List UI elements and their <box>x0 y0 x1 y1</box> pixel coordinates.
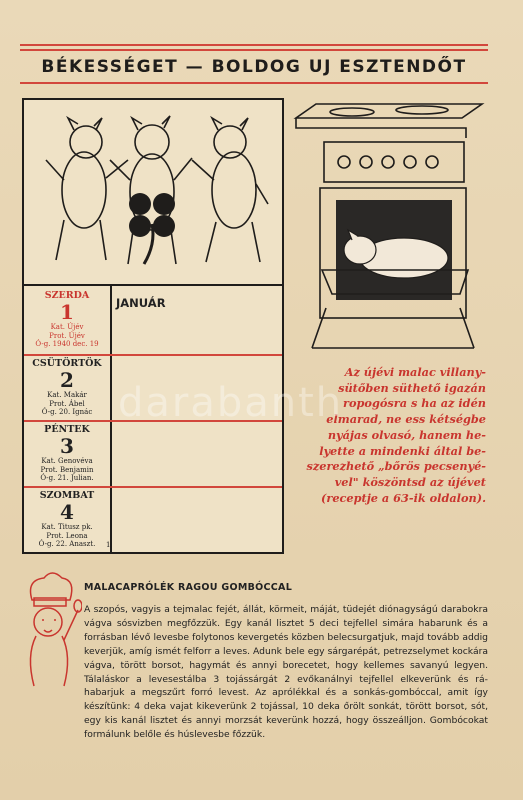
day-info: Kat. Újév <box>50 323 84 331</box>
caption-line: elmarad, ne ess kétségbe <box>326 412 486 427</box>
day-2 <box>24 354 110 420</box>
caption-line: szerezhető „bőrös pecsenyé- <box>306 459 486 474</box>
caption-line: ropogósra s ha az idén <box>343 396 486 411</box>
chef-icon <box>18 570 82 690</box>
top-red-rule <box>20 44 488 46</box>
four-leaf-clover-icon <box>129 193 175 264</box>
day-number: 1 <box>60 300 74 324</box>
day-info: Prot. Benjamin <box>40 465 94 474</box>
recipe-title: MALACAPRÓLÉK RAGOU GOMBÓCCAL <box>84 582 293 593</box>
recipe-body: A szopós, vagyis a tejmalac fejét, állát, körmeit, máját, tüdejét diónagyságú darabokra vágva sósvizben megfőzzük. Egy kanál lisztet 5 deci tejfellel simára habarunk és a forrásban lévő levesbe folytonos kevergetés közben belecsurgatjuk, majd tovább addig keverjük, amíg ismét felforr a leves. Adunk bele egy sárgarépát, petrezselymet kockára vágva, törött borsot, hagymát és annyi borecetet, hogy kellemes savanyú legyen. Tálaláskor a levesestálba 3 tojássárgát 2 evőkanálnyi tejfellel elkeverünk és rá-habarjuk a megszűrt forró levest. Az aprólékkal és a sonkás-gombóccal, amit így készítünk: 4 deka vajat kikeverünk 2 tojással, 10 deka őrölt sonkát, törött borsot, sót, egy kis kanál lisztet és annyi morzsát keverünk hozzá, hogy összeálljon. Gombócokat formálunk belőle és húslevesbe főzzük. <box>84 604 488 741</box>
page-mark: 1 <box>106 541 111 549</box>
calendar-box <box>22 98 284 554</box>
day-name: PÉNTEK <box>44 424 90 435</box>
month-label: JANUÁR <box>116 296 166 310</box>
title-underline <box>20 82 488 84</box>
caption-line: nyájas olvasó, hanem he- <box>327 427 486 442</box>
day-number: 2 <box>60 368 74 392</box>
day-number: 3 <box>60 434 74 458</box>
page-title: BÉKESSÉGET — BOLDOG UJ ESZTENDŐT <box>41 57 467 77</box>
caption-line: Az újévi malac villany- <box>344 365 486 379</box>
oven-caption <box>290 365 486 506</box>
caption-line: vel" köszöntsd az újévet <box>334 474 486 489</box>
watermark: darabanth <box>118 380 344 426</box>
pigs-illustration <box>24 100 282 286</box>
caption-line: lyette a mindenki által be- <box>319 443 486 458</box>
oven-illustration <box>292 98 492 368</box>
day-info: Kat. Genovéva <box>41 457 93 465</box>
day-info: Ó-g. 20. Ignác <box>41 408 93 416</box>
day-info: Prot. Ábel <box>49 399 85 408</box>
day-3 <box>24 420 110 486</box>
row-divider <box>24 486 282 488</box>
caption-line: sütőben süthető igazán <box>338 380 486 395</box>
day-number: 4 <box>60 500 74 524</box>
day-column <box>24 286 112 552</box>
day-info: Prot. Újév <box>49 331 85 340</box>
day-info: Ó-g. 21. Julian. <box>40 474 94 482</box>
day-info: Ó-g. 1940 dec. 19 <box>35 340 99 348</box>
chef-illustration <box>18 570 82 690</box>
row-divider <box>24 354 282 356</box>
day-info: Kat. Makár <box>47 391 87 399</box>
day-name: SZOMBAT <box>39 490 95 501</box>
top-red-rule-2 <box>20 49 488 51</box>
dancing-pigs-icon <box>24 100 282 284</box>
caption-line: (receptje a 63-ik oldalon). <box>321 490 486 505</box>
row-divider <box>24 420 282 422</box>
day-name: CSÜTÖRTÖK <box>32 358 102 369</box>
day-name: SZERDA <box>44 290 90 301</box>
day-info: Ó-g. 22. Anaszt. <box>38 540 96 548</box>
day-info: Kat. Titusz pk. <box>41 523 93 531</box>
day-4 <box>24 486 110 552</box>
day-info: Prot. Leona <box>46 531 88 540</box>
oven-icon <box>292 98 492 368</box>
day-1 <box>24 286 110 352</box>
